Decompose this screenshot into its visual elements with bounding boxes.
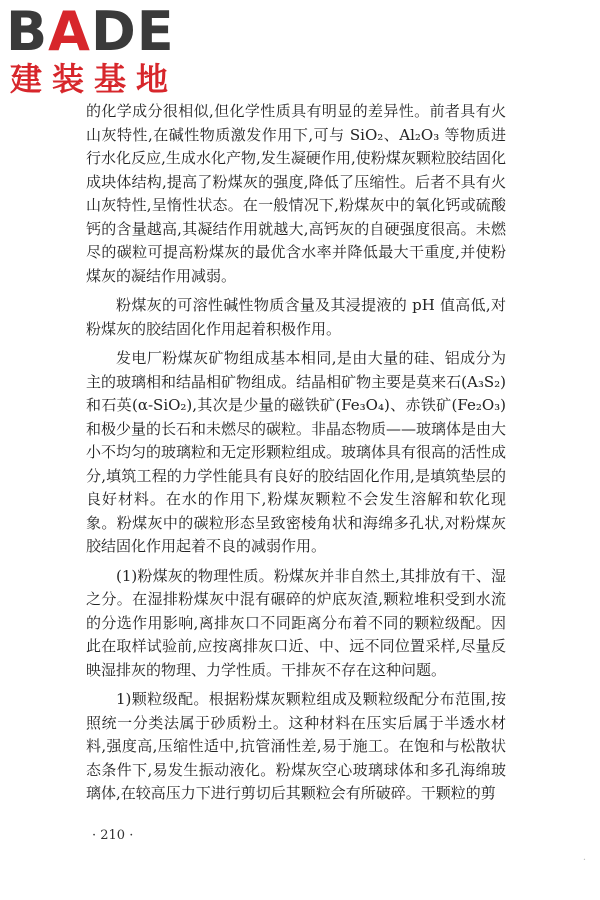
- logo-subtitle: 建装基地: [10, 60, 179, 98]
- paragraph-5: 1)颗粒级配。根据粉煤灰颗粒组成及颗粒级配分布范围,按照统一分类法属于砂质粉土。这种材料在压实后属于半透水材料,强度高,压缩性适中,抗管涌性差,易于施工。在饱和与松散状态条件下,易发生振动液化。粉煤灰空心玻璃球体和多孔海绵玻璃体,在较高压力下进行剪切后其颗粒会有所破碎。干颗粒的剪: [86, 690, 506, 802]
- logo-letter-a: A: [48, 0, 91, 63]
- corner-mark: ·: [582, 855, 586, 866]
- paragraph-4: (1)粉煤灰的物理性质。粉煤灰并非自然土,其排放有干、湿之分。在湿排粉煤灰中混有碾碎的炉底灰渣,颗粒堆积受到水流的分选作用影响,离排灰口不同距离分布着不同的颗粒级配。因此在取样试验前,应按离排灰口近、中、远不同位置采样,尽量反映湿排灰的物理、力学性质。干排灰不存在这种问题。: [86, 566, 506, 679]
- page-body: [86, 100, 506, 812]
- logo-letters-de: DE: [90, 0, 175, 63]
- logo: [6, 0, 186, 98]
- paragraph-2: 粉煤灰的可溶性碱性物质含量及其浸提液的 pH 值高低,对粉煤灰的胶结固化作用起着积极作用。: [86, 296, 506, 338]
- paragraph-3: 发电厂粉煤灰矿物组成基本相同,是由大量的硅、铝成分为主的玻璃相和结晶相矿物组成。结晶相矿物主要是莫来石(A₃S₂)和石英(α-SiO₂),其次是少量的磁铁矿(Fe₃O₄)、赤铁矿(Fe₂O₃)和极少量的长石和未燃尽的碳粒。非晶态物质——玻璃体是由大小不均匀的玻璃粒和无定形颗粒组成。玻璃体具有很高的活性成分,填筑工程的力学性能具有良好的胶结固化作用,是填筑垫层的良好材料。在水的作用下,粉煤灰颗粒不会发生溶解和软化现象。粉煤灰中的碳粒形态呈致密棱角状和海绵多孔状,对粉煤灰胶结固化作用起着不良的减弱作用。: [86, 349, 507, 555]
- paragraph-1: 的化学成分很相似,但化学性质具有明显的差异性。前者具有火山灰特性,在碱性物质激发作用下,可与 SiO₂、Al₂O₃ 等物质进行水化反应,生成水化产物,发生凝硬作用,使粉煤灰颗粒胶结固化成块体结构,提高了粉煤灰的强度,降低了压缩性。后者不具有火山灰特性,呈惰性状态。在一般情况下,粉煤灰中的氧化钙或硫酸钙的含量越高,其凝结作用就越大,高钙灰的自硬强度很高。未燃尽的碳粒可提高粉煤灰的最优含水率并降低最大干重度,并使粉煤灰的凝结作用减弱。: [86, 102, 506, 285]
- logo-letters-b: B: [6, 0, 49, 63]
- logo-wordmark: [6, 0, 186, 63]
- page-number: · 210 ·: [92, 828, 134, 843]
